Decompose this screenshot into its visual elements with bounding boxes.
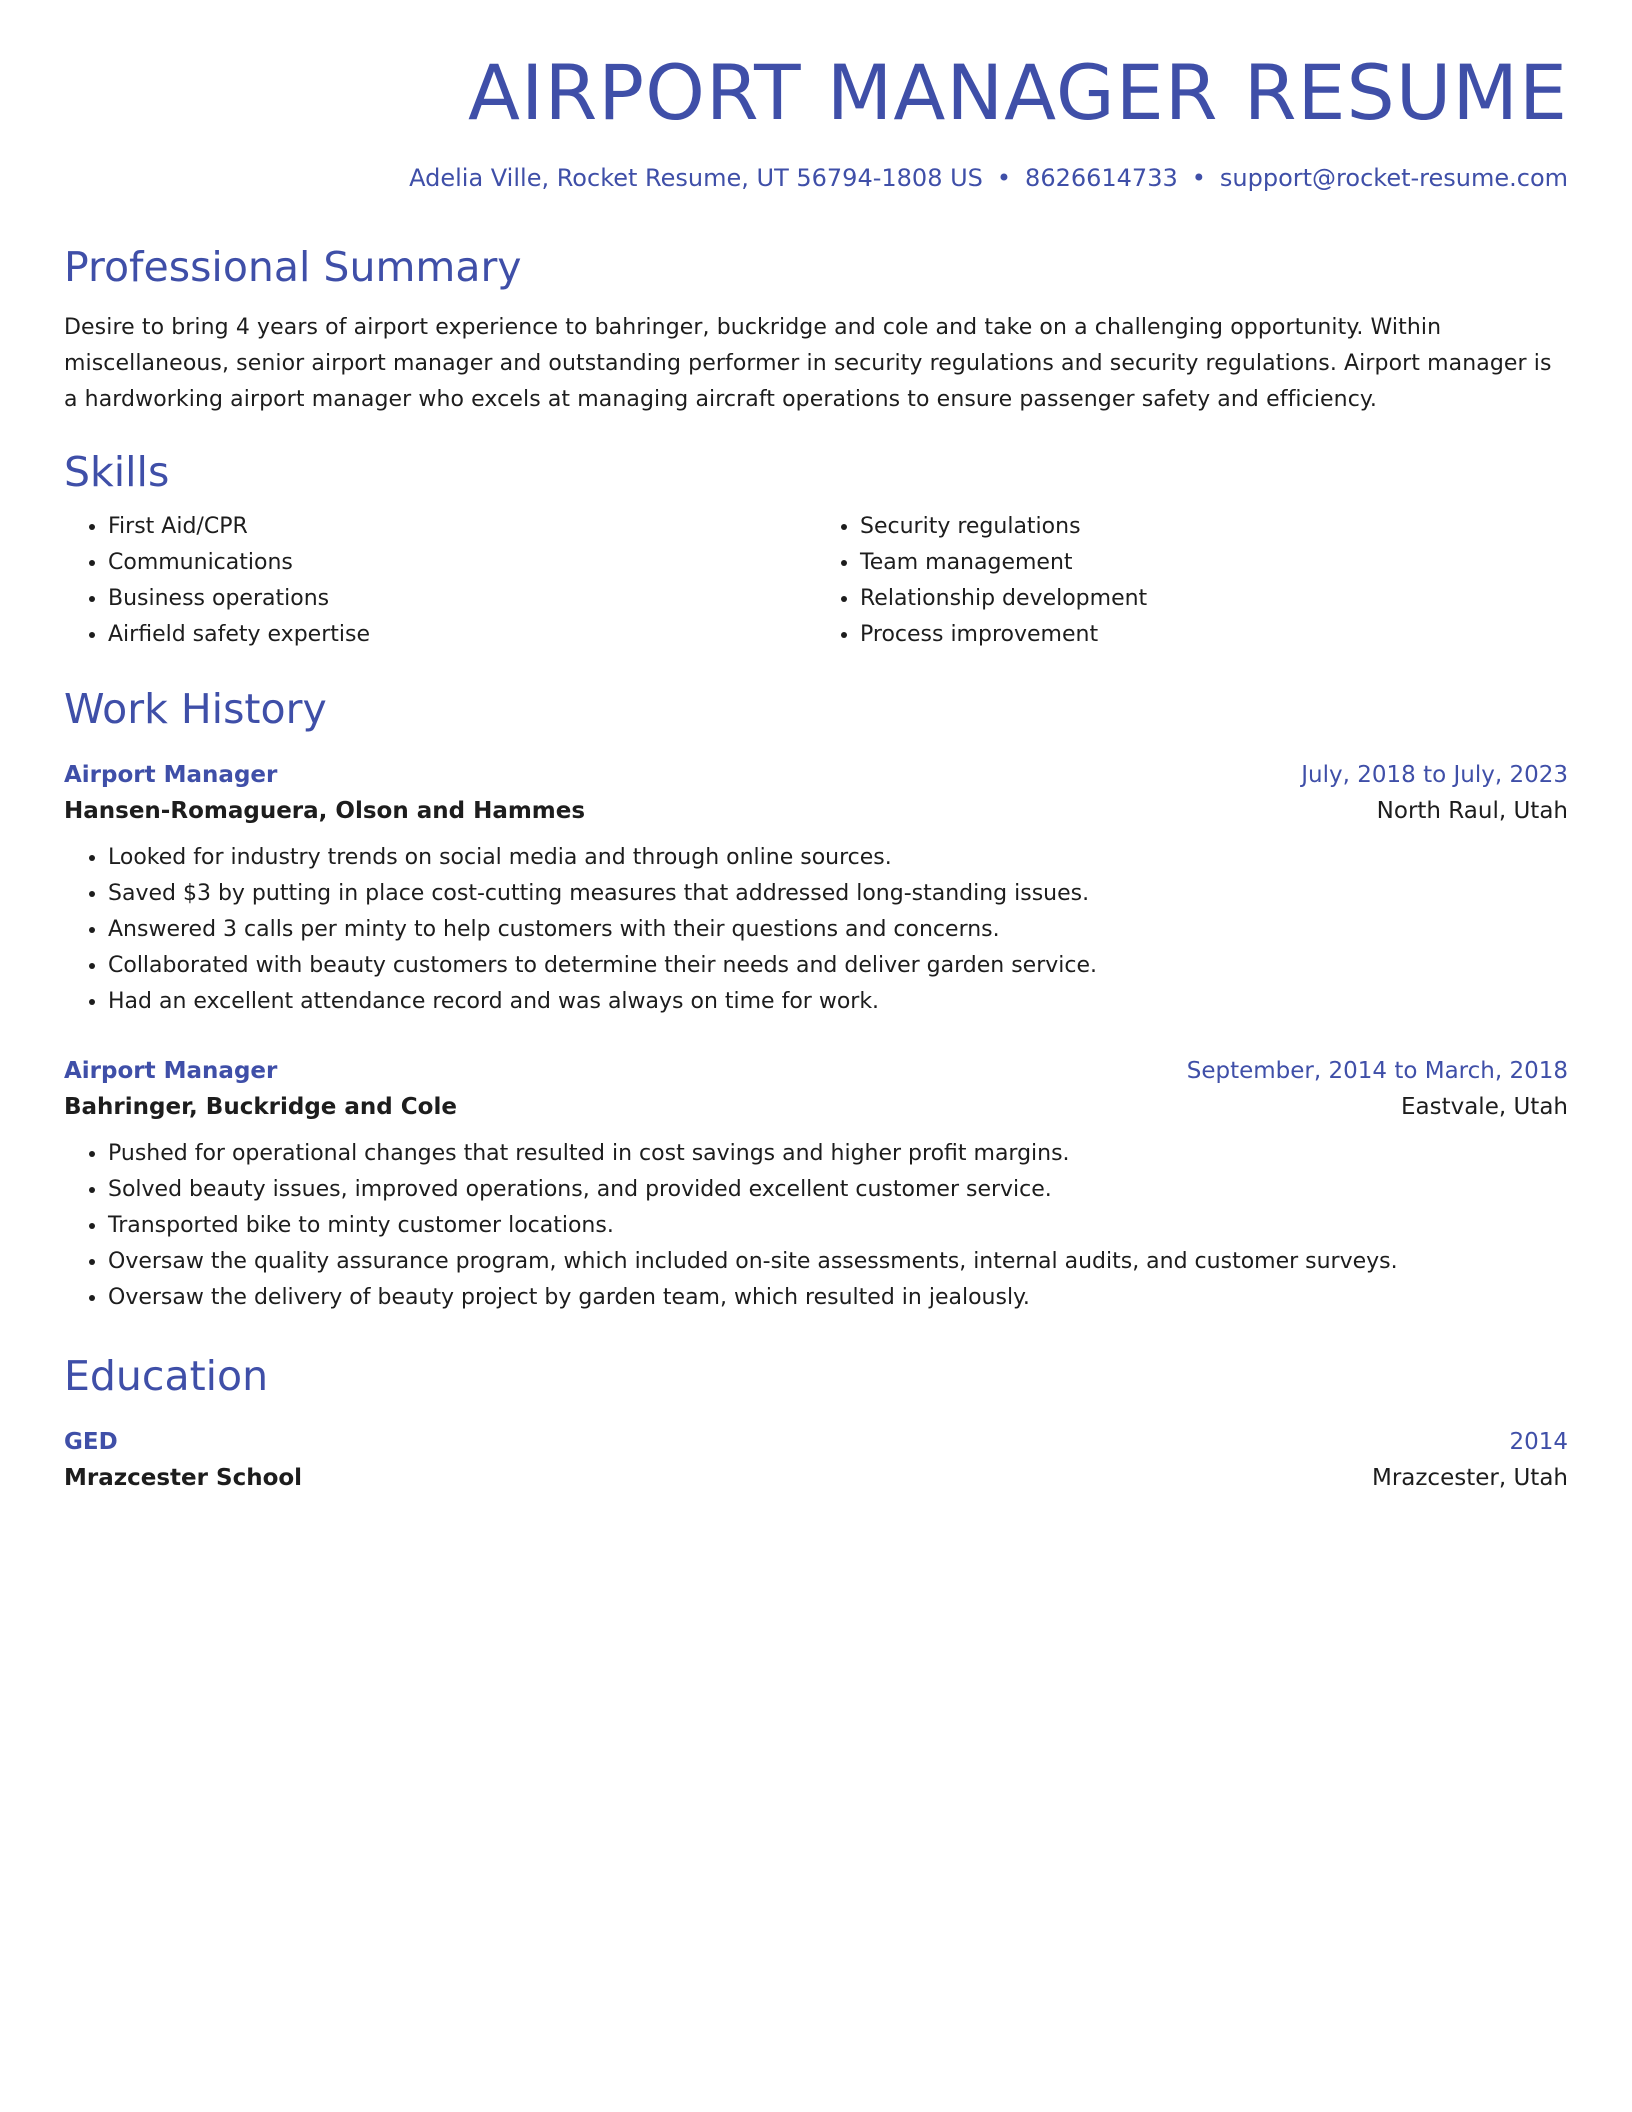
job-title: Airport Manager [64, 762, 278, 789]
job-bullets [64, 1136, 1568, 1316]
job-location: North Raul, Utah [1376, 798, 1568, 825]
job-header-row [64, 758, 1568, 792]
job-bullet: • Answered 3 calls per minty to help customers with their questions and concerns. [108, 912, 1568, 948]
job-company-row [64, 1088, 1568, 1126]
contact-phone: 8626614733 [1025, 164, 1178, 193]
job-bullet: • Pushed for operational changes that resulted in cost savings and higher profit margins. [108, 1136, 1568, 1172]
skills-column-left [64, 509, 816, 653]
education-heading: Education [64, 1352, 269, 1401]
contact-address: Adelia Ville, Rocket Resume, UT 56794-1808 US [409, 164, 983, 193]
skill-item: • Communications [108, 545, 816, 581]
contact-line [64, 164, 1568, 193]
job-company: Bahringer, Buckridge and Cole [64, 1094, 457, 1121]
skill-item: • Relationship development [860, 581, 1568, 617]
skills-grid [64, 509, 1568, 653]
job-entry [64, 1054, 1568, 1316]
summary-heading: Professional Summary [64, 242, 522, 291]
skills-heading: Skills [64, 447, 170, 496]
job-company: Hansen-Romaguera, Olson and Hammes [64, 798, 586, 825]
job-bullet: • Solved beauty issues, improved operations, and provided excellent customer service. [108, 1172, 1568, 1208]
job-bullet: • Collaborated with beauty customers to determine their needs and deliver garden service. [108, 948, 1568, 984]
job-bullet: • Oversaw the delivery of beauty project by garden team, which resulted in jealously. [108, 1280, 1568, 1316]
job-bullet: • Saved $3 by putting in place cost-cutting measures that addressed long-standing issues. [108, 876, 1568, 912]
skills-column-right [816, 509, 1568, 653]
contact-email: support@rocket-resume.com [1219, 164, 1568, 193]
education-header-row [64, 1425, 1568, 1459]
job-bullet: • Oversaw the quality assurance program, which included on-site assessments, internal audits, and customer surveys. [108, 1244, 1568, 1280]
education-school-row [64, 1459, 1568, 1497]
job-header-row [64, 1054, 1568, 1088]
contact-separator: • [996, 164, 1012, 193]
work-history-heading: Work History [64, 685, 327, 734]
skill-item: • Process improvement [860, 617, 1568, 653]
skill-item: • Team management [860, 545, 1568, 581]
job-dates: September, 2014 to March, 2018 [1186, 1058, 1568, 1085]
skill-item: • Airfield safety expertise [108, 617, 816, 653]
job-bullets [64, 840, 1568, 1020]
job-title: Airport Manager [64, 1058, 278, 1085]
summary-text: Desire to bring 4 years of airport experience to bahringer, buckridge and cole and take on a challenging opportunity. Within miscellaneous, senior airport manager and outstanding performer in security regulations and security regulations. Airport manager is a hardworking airport manager who excels at managing aircraft operations to ensure passenger safety and efficiency. [64, 314, 1552, 412]
job-dates: July, 2018 to July, 2023 [1301, 762, 1568, 789]
resume-page [64, 0, 1568, 1497]
education-school: Mrazcester School [64, 1465, 303, 1492]
education-degree: GED [64, 1429, 118, 1456]
job-bullet: • Had an excellent attendance record and was always on time for work. [108, 984, 1568, 1020]
education-entry [64, 1425, 1568, 1497]
job-bullet: • Looked for industry trends on social media and through online sources. [108, 840, 1568, 876]
skill-item: • Business operations [108, 581, 816, 617]
contact-separator: • [1191, 164, 1206, 193]
job-bullet: • Transported bike to minty customer locations. [108, 1208, 1568, 1244]
job-company-row [64, 792, 1568, 830]
skill-item: • First Aid/CPR [108, 509, 816, 545]
job-location: Eastvale, Utah [1400, 1094, 1568, 1121]
education-location: Mrazcester, Utah [1371, 1465, 1568, 1492]
skill-item: • Security regulations [860, 509, 1568, 545]
job-entry [64, 758, 1568, 1020]
education-year: 2014 [1509, 1429, 1568, 1456]
resume-title: AIRPORT MANAGER RESUME [468, 48, 1568, 137]
